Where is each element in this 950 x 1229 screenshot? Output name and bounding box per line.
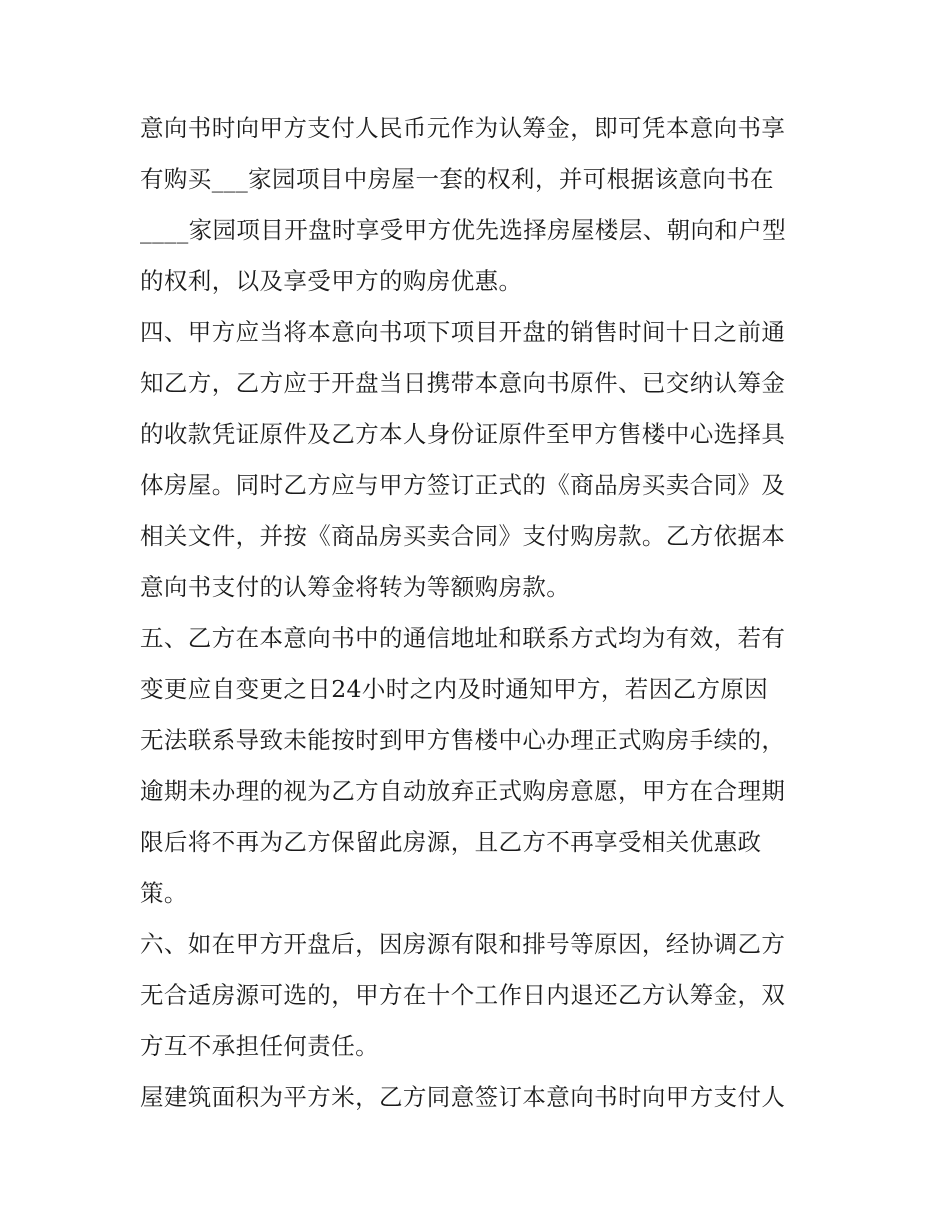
text-line: 相关文件，并按《商品房买卖合同》支付购房款。乙方依据本: [140, 522, 786, 550]
text-line: 限后将不再为乙方保留此房源，且乙方不再享受相关优惠政: [140, 828, 762, 856]
text-line: 的收款凭证原件及乙方本人身份证原件至甲方售楼中心选择具: [140, 420, 786, 448]
text-line: 意向书支付的认筹金将转为等额购房款。: [140, 573, 571, 601]
text-line: 六、如在甲方开盘后，因房源有限和排号等原因，经协调乙方: [140, 930, 786, 958]
text-line: 无法联系导致未能按时到甲方售楼中心办理正式购房手续的，: [140, 726, 786, 754]
text-line: 变更应自变更之日24小时之内及时通知甲方，若因乙方原因: [140, 675, 769, 703]
text-line: 的权利，以及享受甲方的购房优惠。: [140, 267, 523, 295]
text-line: 知乙方，乙方应于开盘当日携带本意向书原件、已交纳认筹金: [140, 369, 786, 397]
text-line: 四、甲方应当将本意向书项下项目开盘的销售时间十日之前通: [140, 318, 786, 346]
document-body: [140, 103, 820, 1123]
text-line: 有购买___家园项目中房屋一套的权利，并可根据该意向书在: [140, 165, 774, 193]
text-line: 屋建筑面积为平方米，乙方同意签订本意向书时向甲方支付人: [140, 1083, 786, 1111]
text-line: 逾期未办理的视为乙方自动放弃正式购房意愿，甲方在合理期: [140, 777, 786, 805]
text-line: 策。: [140, 879, 188, 907]
text-line: 方互不承担任何责任。: [140, 1032, 379, 1060]
text-line: 五、乙方在本意向书中的通信地址和联系方式均为有效，若有: [140, 624, 786, 652]
text-line: 意向书时向甲方支付人民币元作为认筹金，即可凭本意向书享: [140, 114, 786, 142]
text-line: 无合适房源可选的，甲方在十个工作日内退还乙方认筹金，双: [140, 981, 786, 1009]
text-line: 体房屋。同时乙方应与甲方签订正式的《商品房买卖合同》及: [140, 471, 786, 499]
text-line: ____家园项目开盘时享受甲方优先选择房屋楼层、朝向和户型: [140, 216, 787, 244]
